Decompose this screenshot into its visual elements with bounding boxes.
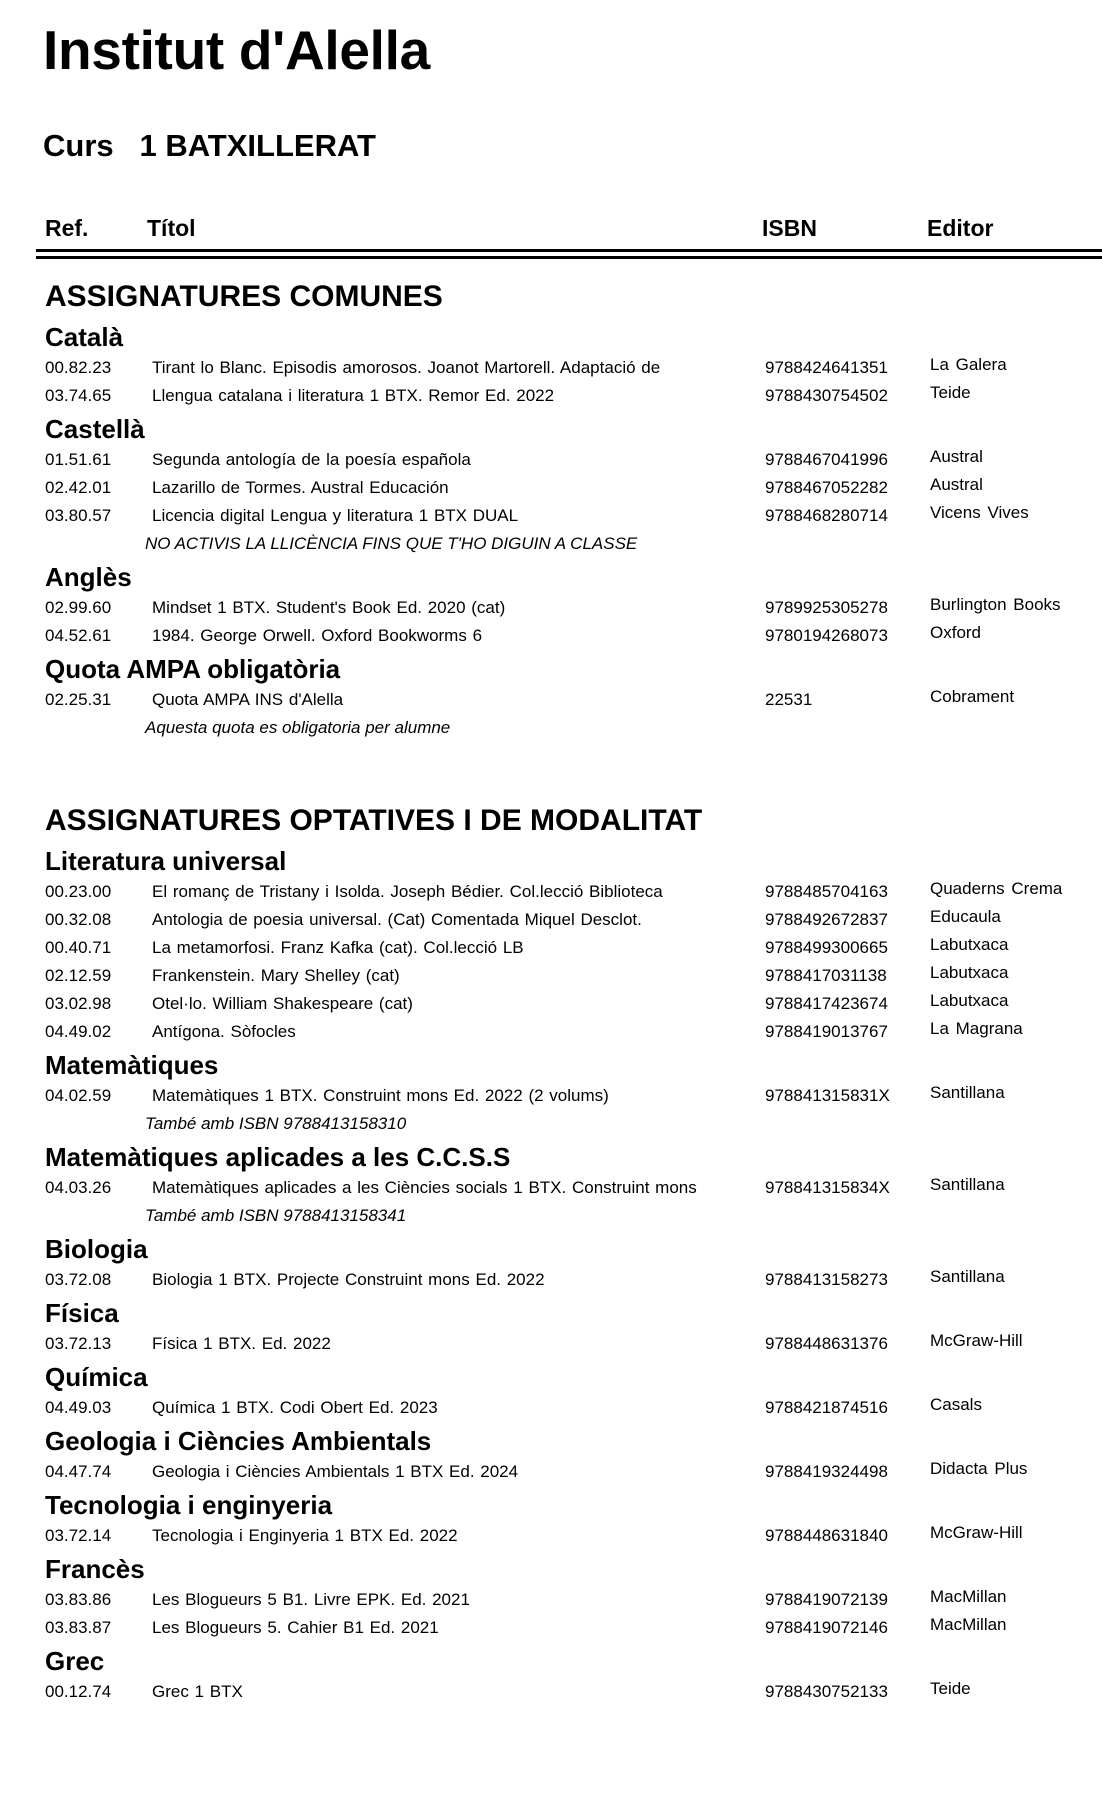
- column-header-isbn: ISBN: [762, 215, 817, 241]
- book-editor: Quaderns Crema: [930, 879, 1063, 898]
- book-isbn: 9788419013767: [765, 1022, 888, 1041]
- book-isbn: 9788492672837: [765, 910, 888, 929]
- header-rule-top: [36, 249, 1102, 252]
- book-isbn: 9788468280714: [765, 506, 888, 525]
- book-editor: Teide: [930, 383, 971, 402]
- book-ref: 04.49.03: [45, 1398, 112, 1417]
- subject-heading: Francès: [45, 1554, 145, 1584]
- book-title: Licencia digital Lengua y literatura 1 BTX DUAL: [152, 506, 519, 525]
- book-title: Antologia de poesia universal. (Cat) Comentada Miquel Desclot.: [152, 910, 642, 929]
- book-ref: 03.83.87: [45, 1618, 112, 1637]
- subject-heading: Literatura universal: [45, 846, 287, 876]
- book-title: Llengua catalana i literatura 1 BTX. Remor Ed. 2022: [152, 386, 555, 405]
- book-isbn: 978841315831X: [765, 1086, 890, 1105]
- book-row: [0, 1523, 1102, 1558]
- book-isbn: 9788417423674: [765, 994, 888, 1013]
- book-note-text: També amb ISBN 9788413158341: [145, 1206, 407, 1225]
- book-isbn: 9788467052282: [765, 478, 888, 497]
- book-ref: 04.03.26: [45, 1178, 112, 1197]
- book-title: Biologia 1 BTX. Projecte Construint mons Ed. 2022: [152, 1270, 545, 1289]
- book-ref: 03.74.65: [45, 386, 112, 405]
- book-title: Geologia i Ciències Ambientals 1 BTX Ed. 2024: [152, 1462, 519, 1481]
- book-editor: La Magrana: [930, 1019, 1023, 1038]
- book-isbn: 9788424641351: [765, 358, 888, 377]
- book-isbn: 9788413158273: [765, 1270, 888, 1289]
- book-isbn: 9788421874516: [765, 1398, 888, 1417]
- book-title: Matemàtiques aplicades a les Ciències socials 1 BTX. Construint mons: [152, 1178, 697, 1197]
- book-editor: Santillana: [930, 1267, 1005, 1286]
- book-ref: 02.42.01: [45, 478, 112, 497]
- book-ref: 03.83.86: [45, 1590, 112, 1609]
- book-note-text: Aquesta quota es obligatoria per alumne: [145, 718, 451, 737]
- book-isbn: 9788448631376: [765, 1334, 888, 1353]
- book-isbn: 9788485704163: [765, 882, 888, 901]
- book-isbn: 9788419324498: [765, 1462, 888, 1481]
- column-header-title: Títol: [147, 215, 196, 241]
- book-isbn: 9788419072139: [765, 1590, 888, 1609]
- header-rule-bottom: [36, 256, 1102, 259]
- book-ref: 03.02.98: [45, 994, 112, 1013]
- book-note-text: NO ACTIVIS LA LLICÈNCIA FINS QUE T'HO DIGUIN A CLASSE: [145, 534, 638, 553]
- subject-heading: Química: [45, 1362, 148, 1392]
- book-row: [0, 1615, 1102, 1650]
- book-title: Segunda antología de la poesía española: [152, 450, 471, 469]
- book-ref: 02.99.60: [45, 598, 112, 617]
- subject-heading: Tecnologia i enginyeria: [45, 1490, 333, 1520]
- subject-heading: Matemàtiques: [45, 1050, 219, 1080]
- book-title: Les Blogueurs 5. Cahier B1 Ed. 2021: [152, 1618, 439, 1637]
- book-note: [0, 718, 1102, 750]
- book-ref: 04.49.02: [45, 1022, 112, 1041]
- book-isbn: 9789925305278: [765, 598, 888, 617]
- book-title: Frankenstein. Mary Shelley (cat): [152, 966, 400, 985]
- book-editor: McGraw-Hill: [930, 1523, 1023, 1542]
- book-list: [0, 280, 1102, 1714]
- book-title: Lazarillo de Tormes. Austral Educación: [152, 478, 449, 497]
- book-editor: Cobrament: [930, 687, 1015, 706]
- book-editor: McGraw-Hill: [930, 1331, 1023, 1350]
- book-isbn: 9788430754502: [765, 386, 888, 405]
- book-isbn: 9788448631840: [765, 1526, 888, 1545]
- book-title: Matemàtiques 1 BTX. Construint mons Ed. 2022 (2 volums): [152, 1086, 609, 1105]
- book-ref: 02.25.31: [45, 690, 112, 709]
- book-title: Otel·lo. William Shakespeare (cat): [152, 994, 413, 1013]
- section-heading: ASSIGNATURES OPTATIVES I DE MODALITAT: [45, 804, 703, 837]
- book-editor: MacMillan: [930, 1587, 1007, 1606]
- book-ref: 03.80.57: [45, 506, 112, 525]
- subject-heading: Grec: [45, 1646, 105, 1676]
- course-value: 1 BATXILLERAT: [139, 128, 376, 163]
- book-ref: 00.23.00: [45, 882, 112, 901]
- book-title: Tirant lo Blanc. Episodis amorosos. Joanot Martorell. Adaptació de: [152, 358, 661, 377]
- book-editor: Austral: [930, 475, 983, 494]
- subject-heading: Castellà: [45, 414, 145, 444]
- subject-heading: Quota AMPA obligatòria: [45, 654, 341, 684]
- book-title: Tecnologia i Enginyeria 1 BTX Ed. 2022: [152, 1526, 458, 1545]
- book-editor: MacMillan: [930, 1615, 1007, 1634]
- book-note: [0, 534, 1102, 566]
- book-title: Mindset 1 BTX. Student's Book Ed. 2020 (cat): [152, 598, 506, 617]
- book-ref: 03.72.08: [45, 1270, 112, 1289]
- subject-heading: Anglès: [45, 562, 132, 592]
- book-title: Grec 1 BTX: [152, 1682, 243, 1701]
- book-editor: Santillana: [930, 1083, 1005, 1102]
- book-ref: 00.82.23: [45, 358, 112, 377]
- book-title: 1984. George Orwell. Oxford Bookworms 6: [152, 626, 483, 645]
- book-editor: Casals: [930, 1395, 982, 1414]
- column-header-ref: Ref.: [45, 215, 89, 241]
- book-title: Física 1 BTX. Ed. 2022: [152, 1334, 331, 1353]
- book-ref: 03.72.14: [45, 1526, 112, 1545]
- book-ref: 00.12.74: [45, 1682, 112, 1701]
- book-isbn: 978841315834X: [765, 1178, 890, 1197]
- book-ref: 03.72.13: [45, 1334, 112, 1353]
- subject-heading: Català: [45, 322, 124, 352]
- book-ref: 04.02.59: [45, 1086, 112, 1105]
- book-editor: Santillana: [930, 1175, 1005, 1194]
- book-ref: 04.52.61: [45, 626, 112, 645]
- book-isbn: 9788419072146: [765, 1618, 888, 1637]
- book-editor: Burlington Books: [930, 595, 1061, 614]
- book-row: [0, 383, 1102, 418]
- book-title: El romanç de Tristany i Isolda. Joseph Bédier. Col.lecció Biblioteca: [152, 882, 663, 901]
- book-row: [0, 1267, 1102, 1302]
- school-title: Institut d'Alella: [43, 19, 430, 81]
- book-title: Quota AMPA INS d'Alella: [152, 690, 344, 709]
- book-ref: 00.40.71: [45, 938, 112, 957]
- book-editor: Vicens Vives: [930, 503, 1029, 522]
- subject-heading: Geologia i Ciències Ambientals: [45, 1426, 432, 1456]
- subject-heading: Matemàtiques aplicades a les C.C.S.S: [45, 1142, 511, 1172]
- book-title: Antígona. Sòfocles: [152, 1022, 296, 1041]
- book-editor: Labutxaca: [930, 935, 1009, 954]
- book-ref: 04.47.74: [45, 1462, 112, 1481]
- book-row: [0, 1679, 1102, 1714]
- book-isbn: 9788467041996: [765, 450, 888, 469]
- book-editor: Labutxaca: [930, 963, 1009, 982]
- book-isbn: 9780194268073: [765, 626, 888, 645]
- book-isbn: 22531: [765, 690, 813, 709]
- book-isbn: 9788499300665: [765, 938, 888, 957]
- book-isbn: 9788417031138: [765, 966, 887, 985]
- course-heading: [43, 128, 376, 164]
- book-ref: 01.51.61: [45, 450, 112, 469]
- book-editor: Austral: [930, 447, 983, 466]
- book-editor: Teide: [930, 1679, 971, 1698]
- book-note: [0, 1206, 1102, 1238]
- book-title: Les Blogueurs 5 B1. Livre EPK. Ed. 2021: [152, 1590, 470, 1609]
- book-editor: Educaula: [930, 907, 1001, 926]
- book-editor: Labutxaca: [930, 991, 1009, 1010]
- book-editor: La Galera: [930, 355, 1007, 374]
- book-ref: 00.32.08: [45, 910, 112, 929]
- book-title: Química 1 BTX. Codi Obert Ed. 2023: [152, 1398, 438, 1417]
- subject-heading: Física: [45, 1298, 119, 1328]
- course-label: Curs: [43, 128, 114, 163]
- book-row: [0, 1331, 1102, 1366]
- book-note-text: També amb ISBN 9788413158310: [145, 1114, 407, 1133]
- book-ref: 02.12.59: [45, 966, 112, 985]
- section-heading: ASSIGNATURES COMUNES: [45, 280, 443, 313]
- book-editor: Didacta Plus: [930, 1459, 1028, 1478]
- book-editor: Oxford: [930, 623, 982, 642]
- book-isbn: 9788430752133: [765, 1682, 888, 1701]
- subject-heading: Biologia: [45, 1234, 148, 1264]
- book-title: La metamorfosi. Franz Kafka (cat). Col.lecció LB: [152, 938, 524, 957]
- column-header-editor: Editor: [927, 215, 994, 241]
